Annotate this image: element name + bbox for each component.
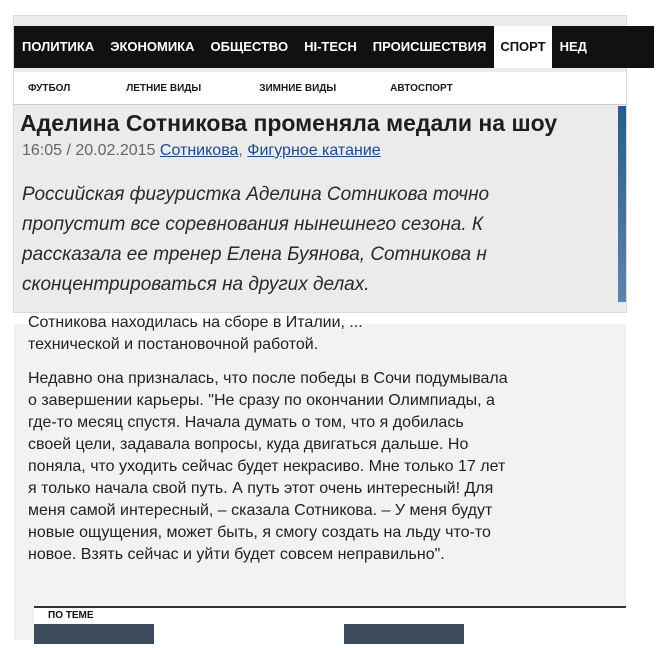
body-line: новое. Взять сейчас и уйти будет совсем неправильно".: [28, 546, 445, 563]
body-line: где-то месяц спустя. Начала думать о том, что я добилась: [28, 414, 464, 431]
article-body-screenshot: [14, 314, 626, 640]
body-line: Сотникова находилась на сборе в Италии, ...: [28, 314, 363, 331]
body-line: Недавно она призналась, что после победы в Сочи подумывала: [28, 370, 508, 387]
subnav-item-winter[interactable]: ЗИМНИЕ ВИДЫ: [259, 83, 337, 94]
nav-item-hitech[interactable]: HI-TECH: [304, 39, 357, 54]
article-datetime: 16:05 / 20.02.2015: [22, 142, 156, 159]
related-block: [34, 606, 626, 648]
lead-line: рассказала ее тренер Елена Буянова, Сотникова н: [22, 244, 487, 265]
lead-line: пропустит все соревнования нынешнего сезона. К: [22, 214, 484, 235]
article-lead: [22, 180, 662, 300]
body-line: о завершении карьеры. "Не сразу по окончании Олимпиады, а: [28, 392, 495, 409]
related-thumbnail[interactable]: [344, 624, 464, 644]
main-nav: [14, 26, 654, 68]
nav-item-economy[interactable]: ЭКОНОМИКА: [110, 39, 195, 54]
nav-item-sport[interactable]: СПОРТ: [494, 26, 551, 68]
body-line: новые ощущения, может быть, я смогу создать на льду что-то: [28, 524, 491, 541]
tag-link-sotnikova[interactable]: Сотникова: [159, 142, 239, 159]
body-line: технической и постановочной работой.: [28, 336, 319, 353]
subnav-item-football[interactable]: ФУТБОЛ: [28, 83, 71, 94]
lead-line: Российская фигуристка Аделина Сотникова точно: [22, 184, 490, 205]
related-heading: ПО ТЕМЕ: [48, 610, 94, 621]
article-body: [28, 312, 628, 566]
article-meta: [22, 142, 381, 160]
nav-item-more[interactable]: НЕД: [559, 39, 587, 54]
body-line: меня самой интересный, – сказала Сотникова. – У меня будут: [28, 502, 493, 519]
tag-separator: ,: [238, 142, 248, 159]
body-line: поняла, что уходить сейчас будет некрасиво. Мне только 17 лет: [28, 458, 506, 475]
related-thumbnail[interactable]: [34, 624, 154, 644]
nav-item-society[interactable]: ОБЩЕСТВО: [210, 39, 289, 54]
side-image-edge: [618, 106, 626, 302]
tag-link-figure-skating[interactable]: Фигурное катание: [247, 142, 381, 159]
body-line: своей цели, задавала вопросы, куда двигаться дальше. Но: [28, 436, 469, 453]
article-header-screenshot: [14, 16, 626, 312]
lead-line: сконцентрироваться на других делах.: [22, 274, 370, 295]
nav-item-politics[interactable]: ПОЛИТИКА: [22, 39, 95, 54]
subnav-item-summer[interactable]: ЛЕТНИЕ ВИДЫ: [126, 83, 202, 94]
subnav-item-motorsport[interactable]: АВТОСПОРТ: [390, 83, 453, 94]
sport-subnav: [14, 72, 626, 105]
nav-item-incidents[interactable]: ПРОИСШЕСТВИЯ: [372, 39, 487, 54]
body-line: я только начала свой путь. А путь этот очень интересный! Для: [28, 480, 494, 497]
article-title: Аделина Сотникова променяла медали на шоу: [20, 110, 558, 136]
